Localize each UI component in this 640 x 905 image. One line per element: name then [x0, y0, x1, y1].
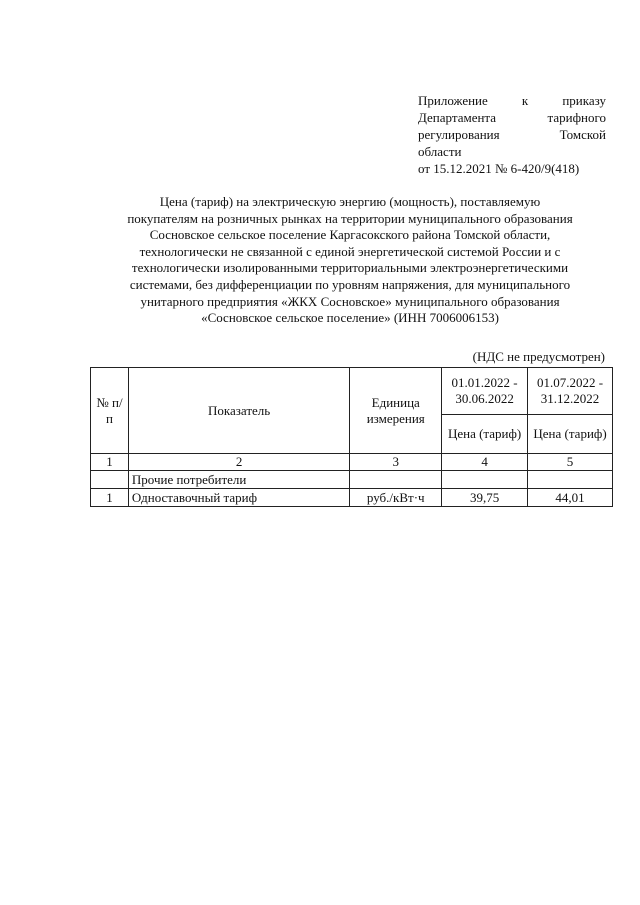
column-number: 2 — [128, 454, 349, 471]
appendix-word: регулирования — [418, 127, 500, 142]
group-label: Прочие потребители — [128, 471, 349, 489]
column-number: 3 — [350, 454, 442, 471]
title-line: покупателям на розничных рынках на территории муниципального образования — [127, 210, 573, 226]
header-indicator: Показатель — [128, 368, 349, 454]
title-line: технологически изолированными территориальными электроэнергетическими — [131, 260, 569, 276]
appendix-word: Приложение — [418, 93, 488, 108]
appendix-word: Департамента — [418, 110, 497, 125]
row-num: 1 — [91, 489, 129, 507]
header-price-1: Цена (тариф) — [442, 415, 528, 454]
appendix-word: приказу — [562, 93, 606, 108]
column-number-row — [91, 454, 613, 471]
group-price2-cell — [528, 471, 613, 489]
appendix-word: тарифного — [547, 110, 606, 125]
group-unit-cell — [350, 471, 442, 489]
title-line: унитарного предприятия «ЖКХ Сосновское» муниципального образования — [140, 293, 560, 309]
appendix-line-1 — [418, 92, 606, 109]
column-number: 4 — [442, 454, 528, 471]
appendix-line-2 — [418, 109, 606, 126]
appendix-date-line: от 15.12.2021 № 6-420/9(418) — [418, 161, 580, 176]
row-unit: руб./кВт·ч — [350, 489, 442, 507]
header-num: № п/п — [91, 368, 129, 454]
group-row — [91, 471, 613, 489]
header-period-1: 01.01.2022 - 30.06.2022 — [442, 368, 528, 415]
appendix-word: области — [418, 144, 462, 159]
appendix-line-4 — [418, 143, 606, 160]
appendix-line-3 — [418, 126, 606, 143]
header-period-2: 01.07.2022 - 31.12.2022 — [528, 368, 613, 415]
column-number: 5 — [528, 454, 613, 471]
row-indicator: Одноставочный тариф — [128, 489, 349, 507]
group-num-cell — [91, 471, 129, 489]
appendix-word: Томской — [559, 127, 606, 142]
table-row — [91, 489, 613, 507]
appendix-block — [418, 92, 606, 177]
title-line: «Сосновское сельское поселение» (ИНН 7006006153) — [201, 310, 499, 326]
title-line: Сосновское сельское поселение Каргасокского района Томской области, — [149, 227, 551, 243]
title-line: технологически не связанной с единой энергетической системой России и с — [139, 243, 561, 259]
row-price-2: 44,01 — [528, 489, 613, 507]
header-unit: Единица измерения — [350, 368, 442, 454]
group-price1-cell — [442, 471, 528, 489]
header-price-2: Цена (тариф) — [528, 415, 613, 454]
table-header-row — [91, 368, 613, 415]
tariff-table — [90, 367, 613, 507]
title-line: системами, без дифференциации по уровням напряжения, для муниципального — [129, 276, 571, 292]
appendix-word: к — [521, 93, 529, 108]
vat-note: (НДС не предусмотрен) — [472, 349, 605, 364]
row-price-1: 39,75 — [442, 489, 528, 507]
column-number: 1 — [91, 454, 129, 471]
title-line: Цена (тариф) на электрическую энергию (мощность), поставляемую — [159, 194, 541, 209]
document-title — [96, 194, 604, 327]
